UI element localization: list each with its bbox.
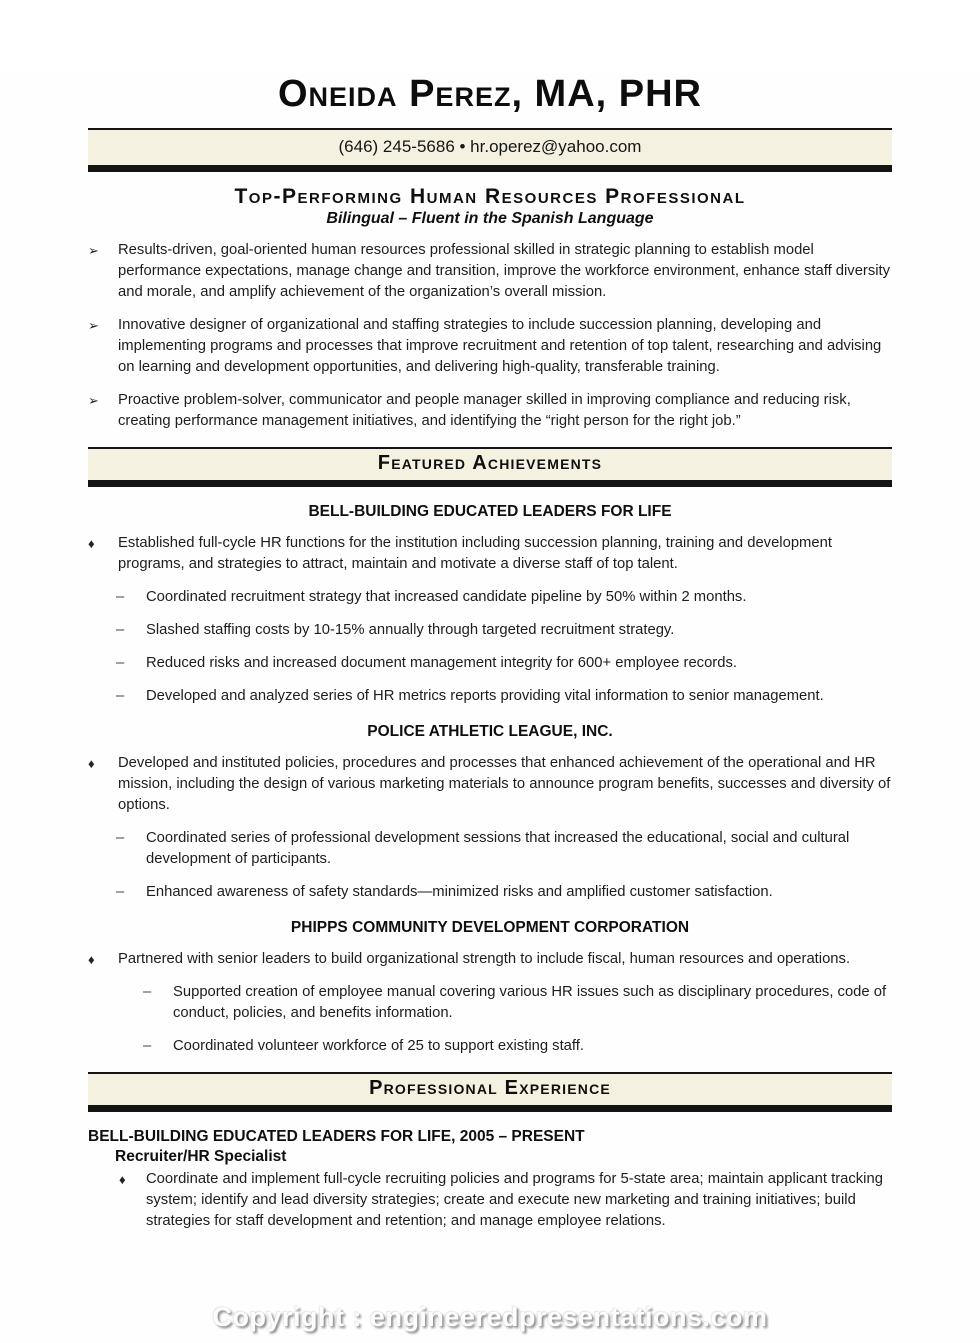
summary-list (88, 240, 892, 432)
header-bottom-rule (88, 165, 892, 172)
achievement-bullet (88, 949, 892, 970)
dash-bullet-icon: – (116, 687, 125, 704)
arrow-bullet-icon: ➢ (88, 392, 99, 408)
achievement-bullet (88, 533, 892, 575)
summary-bullet (88, 315, 892, 378)
resume-page (0, 74, 980, 1343)
experience-role: Recruiter/HR Specialist (115, 1147, 287, 1165)
section-title-experience: Professional Experience (369, 1076, 611, 1099)
detail-bullet (143, 982, 892, 1024)
detail-text: Developed and analyzed series of HR metrics reports providing vital information to senior management. (146, 687, 824, 704)
summary-bullet (88, 240, 892, 303)
detail-bullet (116, 587, 892, 608)
org-heading-phipps: PHIPPS COMMUNITY DEVELOPMENT CORPORATION (290, 918, 690, 936)
contact-band (88, 130, 892, 165)
detail-text: Reduced risks and increased document management integrity for 600+ employee records. (146, 654, 737, 671)
section-title-featured: Featured Achievements (377, 451, 603, 474)
candidate-name: Oneida Perez, MA, PHR (277, 73, 703, 115)
diamond-bullet-icon: ♦ (119, 1171, 126, 1187)
diamond-bullet-icon: ♦ (88, 535, 95, 551)
arrow-bullet-icon: ➢ (88, 242, 99, 258)
experience-bullet (119, 1169, 892, 1232)
dash-bullet-icon: – (116, 621, 125, 638)
section-bottom-rule (88, 480, 892, 487)
detail-text: Supported creation of employee manual covering various HR issues such as disciplinary procedures, code of conduct, policies, and benefits information. (173, 983, 887, 1021)
dash-bullet-icon: – (143, 1037, 152, 1054)
detail-text: Coordinated series of professional development sessions that increased the educational, social and cultural development of participants. (146, 829, 850, 867)
dash-bullet-icon: – (143, 983, 152, 1000)
experience-bullet-text: Coordinate and implement full-cycle recruiting policies and programs for 5-state area; maintain applicant tracking system; identify and lead diversity strategies; create and execute new marketing and training initiatives; build strategies for staff development and retention; and manage employee relations. (146, 1170, 883, 1229)
section-band (88, 1074, 892, 1105)
dash-bullet-icon: – (116, 588, 125, 605)
achievement-bullet (88, 753, 892, 816)
dash-bullet-icon: – (116, 654, 125, 671)
dash-bullet-icon: – (116, 829, 125, 846)
org-heading-bell: BELL-BUILDING EDUCATED LEADERS FOR LIFE (308, 502, 672, 520)
arrow-bullet-icon: ➢ (88, 317, 99, 333)
achievement-text: Established full-cycle HR functions for the institution including succession planning, training and development programs, and strategies to attract, maintain and motivate a diverse staff of top talent. (118, 534, 832, 572)
detail-bullet (116, 882, 892, 903)
diamond-bullet-icon: ♦ (88, 755, 95, 771)
detail-text: Enhanced awareness of safety standards—minimized risks and amplified customer satisfaction. (146, 883, 773, 900)
detail-bullet (116, 828, 892, 870)
experience-company: BELL-BUILDING EDUCATED LEADERS FOR LIFE, 2005 – PRESENT (88, 1127, 585, 1145)
professional-experience-section (88, 1072, 892, 1112)
subheadline: Bilingual – Fluent in the Spanish Language (326, 209, 654, 227)
detail-bullet (143, 1036, 892, 1057)
detail-text: Coordinated volunteer workforce of 25 to support existing staff. (173, 1037, 584, 1054)
copyright-watermark: Copyright : engineeredpresentations.com (212, 1302, 768, 1332)
contact-line: (646) 245-5686 • hr.operez@yahoo.com (338, 136, 642, 156)
summary-bullet-text: Proactive problem-solver, communicator and people manager skilled in improving compliance and reducing risk, creating performance management initiatives, and identifying the “right person for the right job.” (118, 391, 851, 429)
achievement-text: Developed and instituted policies, procedures and processes that enhanced achievement of the operational and HR mission, including the design of various marketing materials to announce program benefits, successes and diversity of options. (118, 754, 891, 813)
summary-bullet-text: Innovative designer of organizational and staffing strategies to include succession planning, developing and implementing programs and processes that improve recruitment and retention of top talent, researching and advising on learning and development opportunities, and delivering high-quality, transferable training. (118, 316, 882, 375)
resume-content (88, 74, 892, 1232)
achievement-text: Partnered with senior leaders to build organizational strength to include fiscal, human resources and operations. (118, 950, 851, 967)
detail-text: Slashed staffing costs by 10-15% annually through targeted recruitment strategy. (146, 621, 675, 638)
diamond-bullet-icon: ♦ (88, 951, 95, 967)
summary-bullet (88, 390, 892, 432)
org-heading-pal: POLICE ATHLETIC LEAGUE, INC. (367, 722, 613, 740)
summary-bullet-text: Results-driven, goal-oriented human resources professional skilled in strategic planning to establish model performance expectations, manage change and transition, improve the workforce environment, enhance staff diversity and morale, and amplify achievement of the organization’s overall mission. (118, 241, 891, 300)
section-band (88, 449, 892, 480)
detail-bullet (116, 686, 892, 707)
section-bottom-rule (88, 1105, 892, 1112)
detail-bullet (116, 653, 892, 674)
detail-bullet (116, 620, 892, 641)
detail-text: Coordinated recruitment strategy that increased candidate pipeline by 50% within 2 months. (146, 588, 747, 605)
dash-bullet-icon: – (116, 883, 125, 900)
featured-achievements-section (88, 447, 892, 487)
headline: Top-Performing Human Resources Professional (234, 184, 746, 208)
